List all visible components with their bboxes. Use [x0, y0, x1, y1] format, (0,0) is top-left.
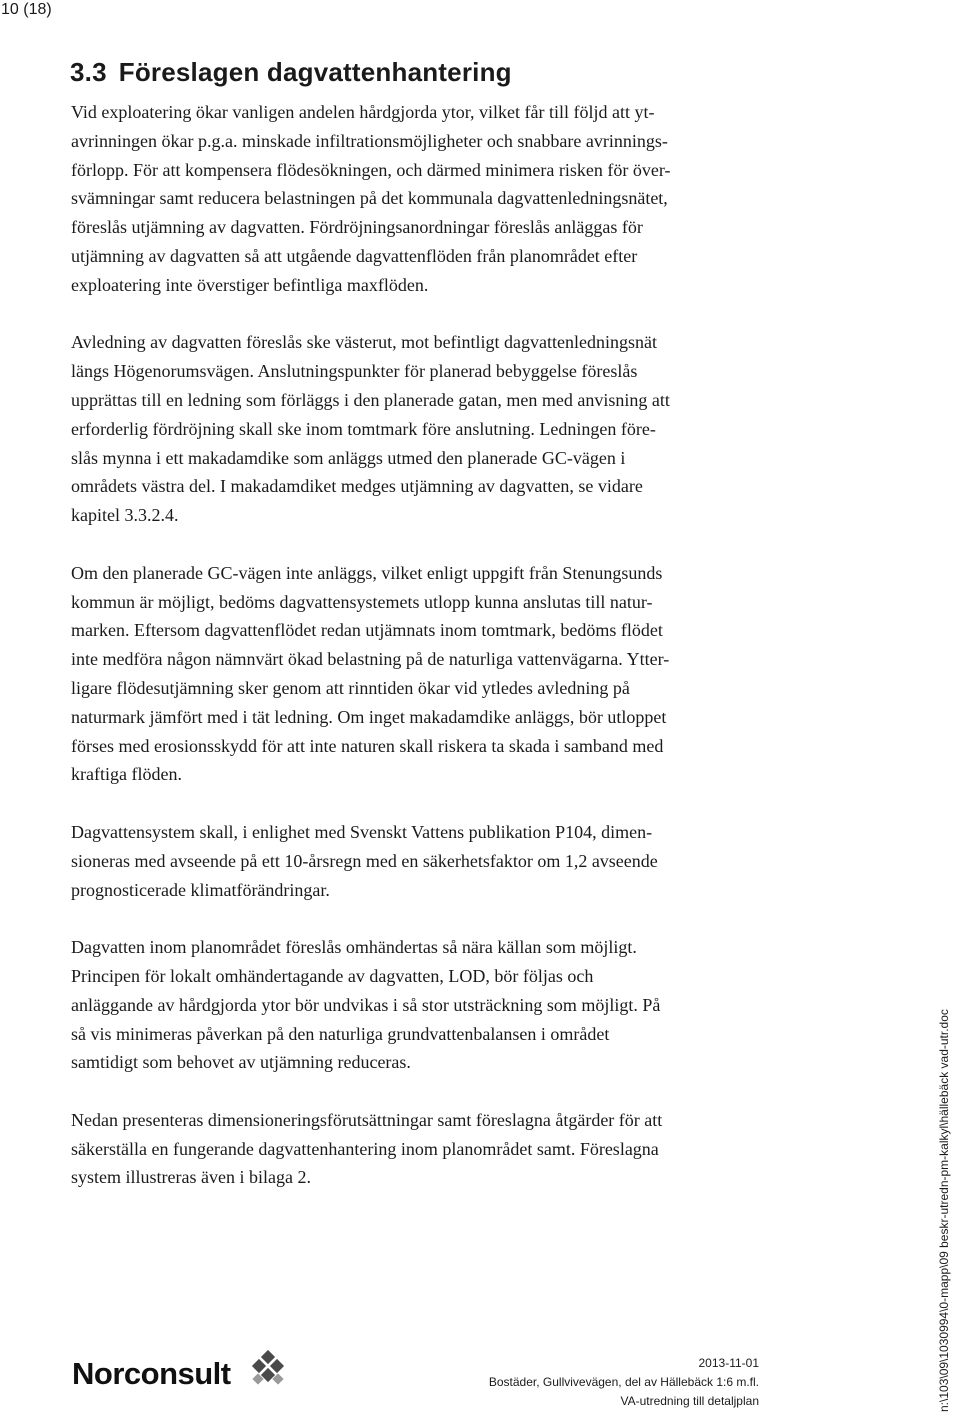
text-line: inte medföra någon nämnvärt ökad belastning på de naturliga vattenvägarna. Ytter-	[71, 649, 670, 670]
paragraph	[71, 328, 771, 530]
logo-text: Norconsult	[72, 1356, 231, 1391]
text-line: säkerställa en fungerande dagvattenhantering inom planområdet samt. Föreslagna	[71, 1138, 659, 1159]
text-line: erforderlig fördröjning skall ske inom tomtmark före anslutning. Ledningen före-	[71, 418, 656, 439]
text-line: längs Högenorumsvägen. Anslutningspunkter för planerad bebyggelse föreslås	[71, 361, 638, 382]
file-path-text: n:\103\09\1030994\0-mapp\09 beskr-utredn-pm-kalkyl\hällebäck vad-utr.doc	[937, 1009, 951, 1412]
text-line: anläggande av hårdgjorda ytor bör undvikas i så stor utsträckning som möjligt. På	[71, 994, 661, 1015]
section-title: Föreslagen dagvattenhantering	[118, 57, 512, 87]
footer-doc-title: VA-utredning till detaljplan	[620, 1394, 759, 1408]
text-line: samtidigt som behovet av utjämning reduceras.	[71, 1052, 411, 1073]
text-line: kraftiga flöden.	[71, 764, 182, 785]
paragraph	[71, 818, 771, 904]
text-line: föreslås utjämning av dagvatten. Fördröjningsanordningar föreslås anläggas för	[71, 217, 643, 238]
text-line: kommun är möjligt, bedöms dagvattensystemets utlopp kunna anslutas till natur-	[71, 591, 653, 612]
text-line: system illustreras även i bilaga 2.	[71, 1167, 311, 1188]
text-line: förlopp. För att kompensera flödesökningen, och därmed minimera risken för över-	[71, 159, 671, 180]
paragraph	[71, 98, 771, 300]
footer-info	[489, 1354, 759, 1411]
text-line: exploatering inte överstiger befintliga maxflöden.	[71, 274, 429, 295]
text-line: naturmark jämfört med i tät ledning. Om inget makadamdike anläggs, bör utloppet	[71, 706, 667, 727]
text-line: upprättas till en ledning som förläggs i den planerade gatan, men med anvisning att	[71, 389, 670, 410]
text-line: avrinningen ökar p.g.a. minskade infiltrationsmöjligheter och snabbare avrinnings-	[71, 130, 668, 151]
text-line: Om den planerade GC-vägen inte anläggs, vilket enligt uppgift från Stenungsunds	[71, 562, 663, 583]
text-line: områdets västra del. I makadamdiket medges utjämning av dagvatten, se vidare	[71, 476, 643, 497]
norconsult-diamond-icon	[248, 1350, 288, 1390]
paragraph	[71, 933, 771, 1077]
paragraph	[71, 559, 771, 789]
text-line: slås mynna i ett makadamdike som anläggs utmed den planerade GC-vägen i	[71, 447, 626, 468]
text-line: marken. Eftersom dagvattenflödet redan utjämnats inom tomtmark, bedöms flödet	[71, 620, 663, 641]
text-line: prognosticerade klimatförändringar.	[71, 879, 330, 900]
text-line: sioneras med avseende på ett 10-årsregn med en säkerhetsfaktor om 1,2 avseende	[71, 850, 658, 871]
body-text	[71, 98, 771, 1192]
text-line: Vid exploatering ökar vanligen andelen hårdgjorda ytor, vilket får till följd att yt-	[71, 102, 655, 122]
text-line: kapitel 3.3.2.4.	[71, 505, 179, 526]
section-number: 3.3	[70, 57, 107, 87]
text-line: förses med erosionsskydd för att inte naturen skall riskera ta skada i samband med	[71, 735, 664, 756]
text-line: ligare flödesutjämning sker genom att rinntiden ökar vid ytledes avledning på	[71, 677, 630, 698]
footer-project: Bostäder, Gullvivevägen, del av Hällebäck 1:6 m.fl.	[488, 1375, 759, 1389]
text-line: Dagvatten inom planområdet föreslås omhändertas så nära källan som möjligt.	[71, 937, 637, 958]
text-line: Nedan presenteras dimensioneringsförutsättningar samt föreslagna åtgärder för att	[71, 1109, 663, 1130]
section-heading	[70, 56, 512, 88]
page-number: 10 (18)	[1, 1, 52, 18]
text-line: Avledning av dagvatten föreslås ske västerut, mot befintligt dagvattenledningsnät	[71, 332, 658, 353]
text-line: svämningar samt reducera belastningen på det kommunala dagvattenledningsnätet,	[71, 188, 668, 209]
footer-date: 2013-11-01	[698, 1356, 759, 1370]
paragraph	[71, 1106, 771, 1192]
text-line: så vis minimeras påverkan på den naturliga grundvattenbalansen i området	[71, 1023, 610, 1044]
file-path-margin	[936, 1009, 951, 1413]
text-line: Principen för lokalt omhändertagande av dagvatten, LOD, bör följas och	[71, 965, 594, 986]
text-line: Dagvattensystem skall, i enlighet med Svenskt Vattens publikation P104, dimen-	[71, 821, 653, 842]
text-line: utjämning av dagvatten så att utgående dagvattenflöden från planområdet efter	[71, 245, 638, 266]
